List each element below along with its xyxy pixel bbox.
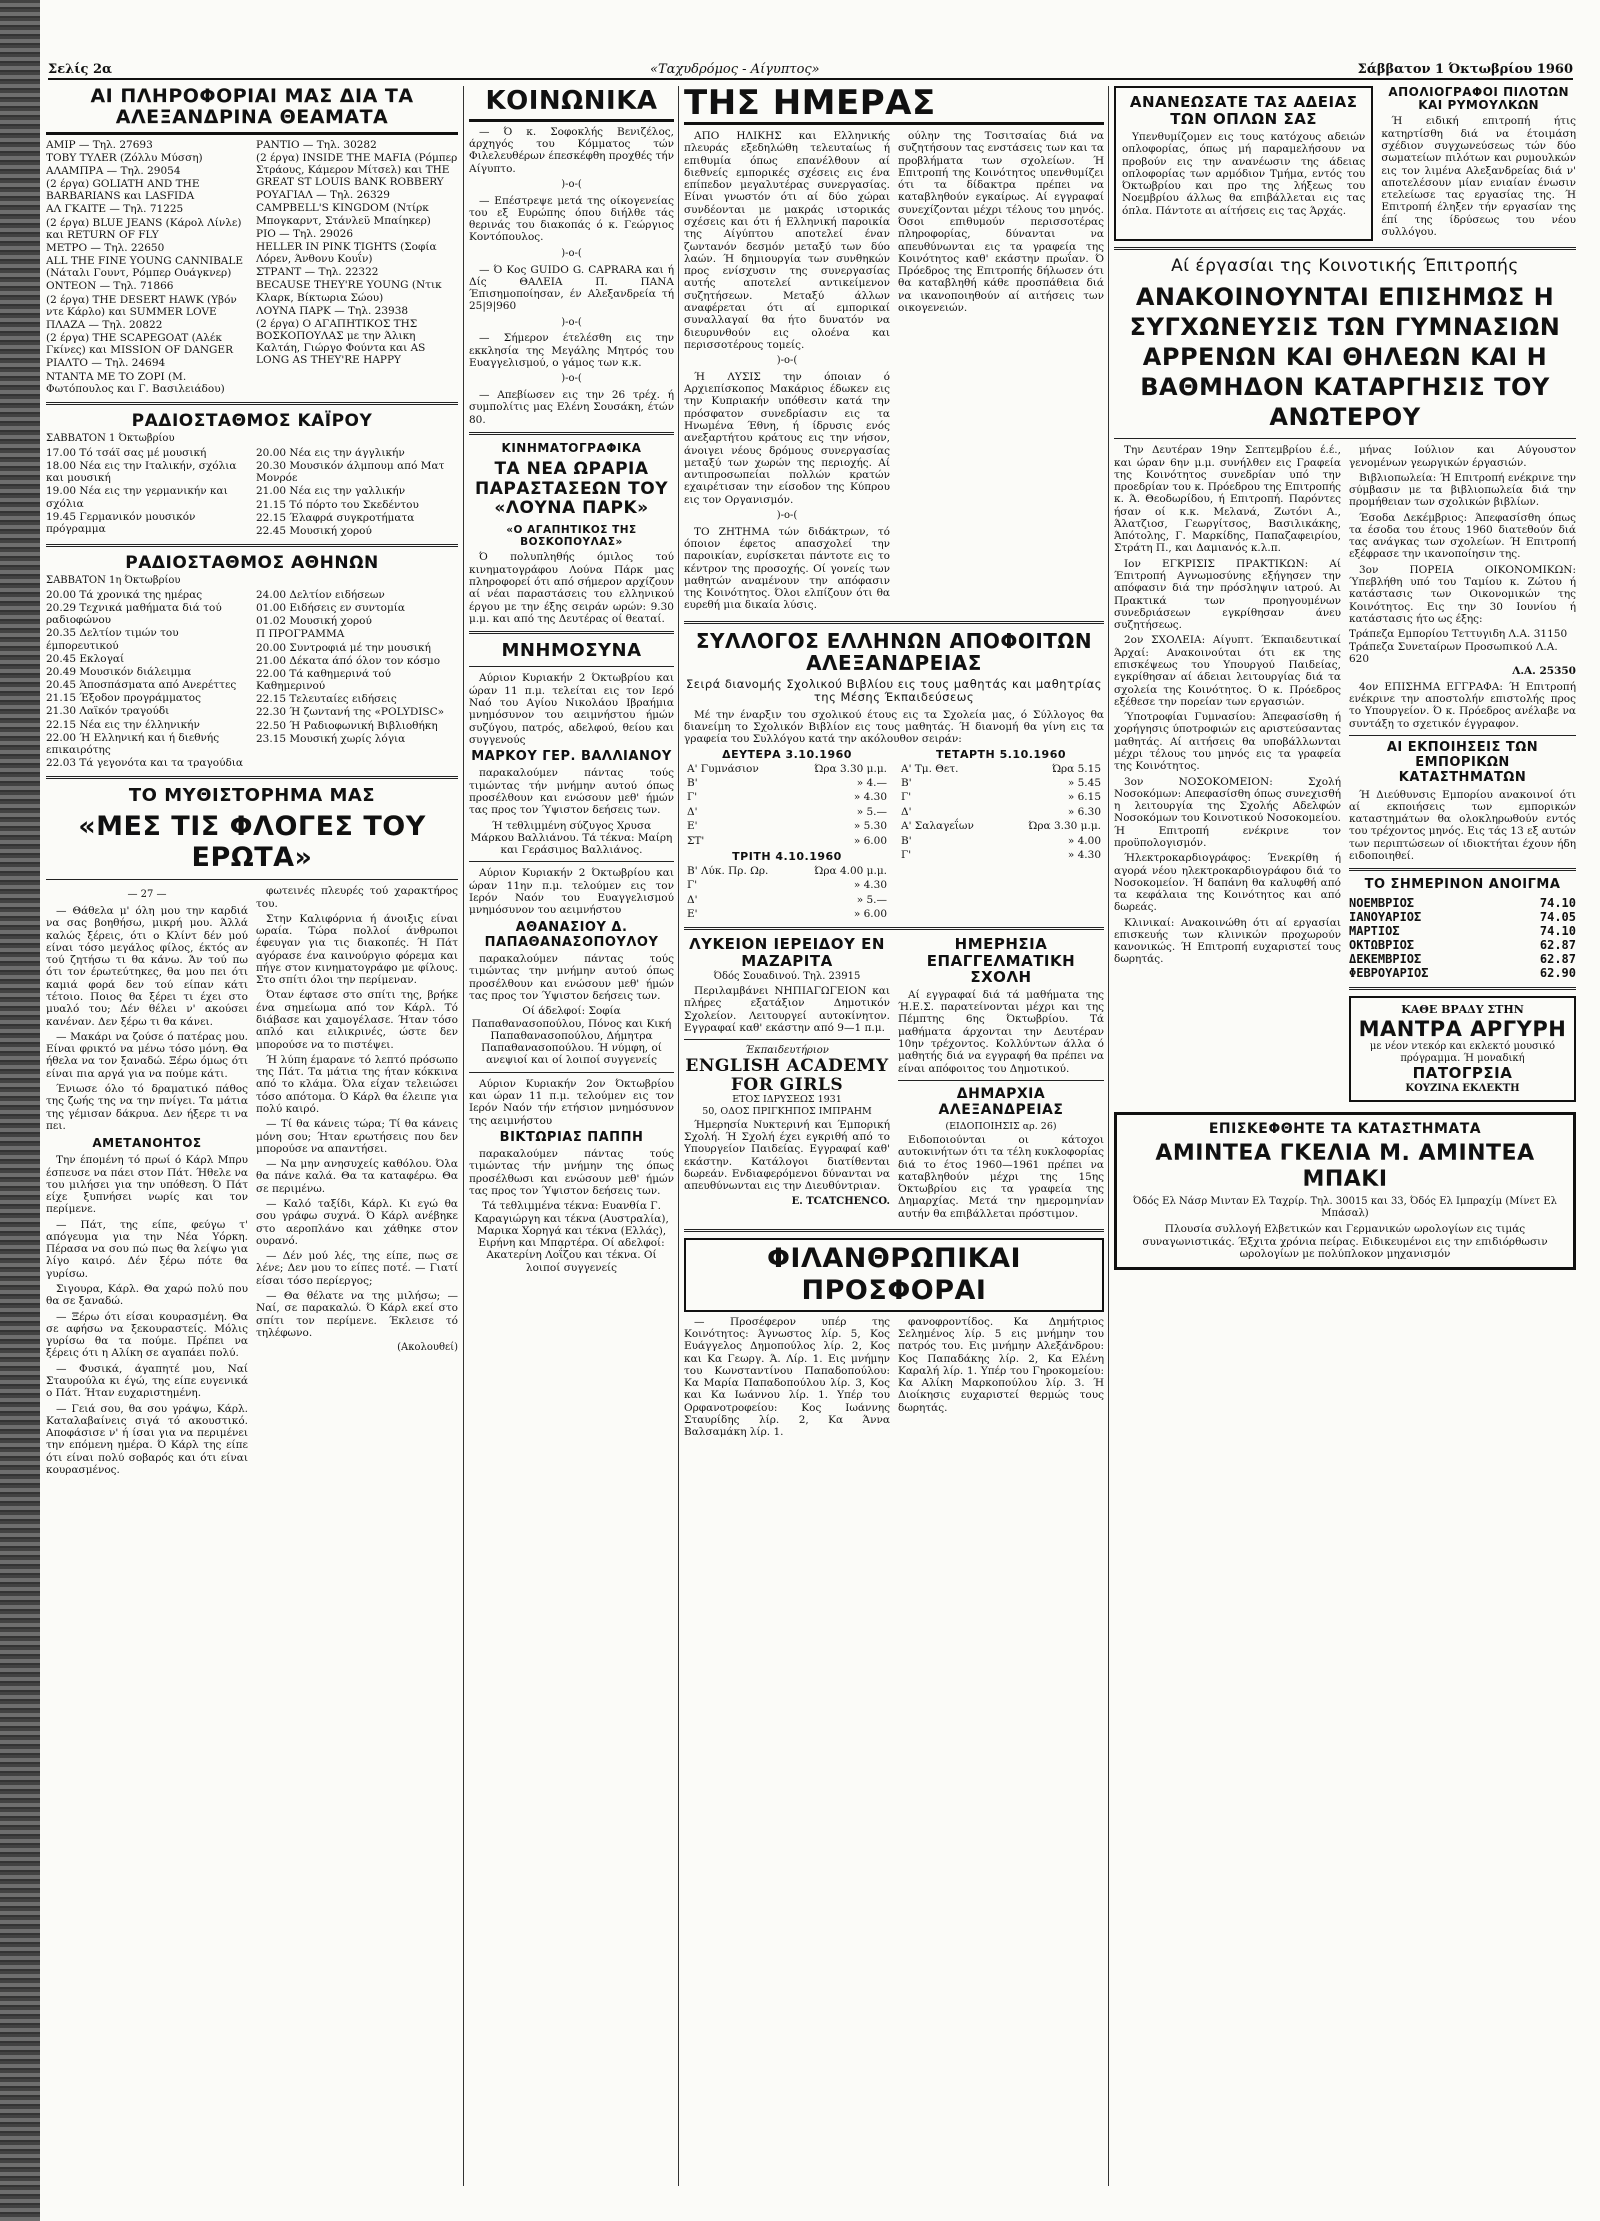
cinema-entry: BECAUSE THEY'RE YOUNG (Ντικ Κλαρκ, Βίκτωρια Σώου) bbox=[256, 279, 442, 304]
novel-part: — 27 — bbox=[127, 889, 167, 901]
schedule-class: Γ' bbox=[901, 848, 912, 861]
cinema-list-right bbox=[256, 139, 458, 396]
novel-body bbox=[46, 885, 458, 1479]
lyceum-text: Περιλαμβάνει ΝΗΠΙΑΓΩΓΕΙΟΝ και πλήρες εξατάξιον Δημοτικόν Σχολείον. Λειτουργεί αυτοκίνητον. Εγγραφαί καθ' εκάστην από 9—1 π.μ. bbox=[684, 985, 890, 1035]
novel-paragraph: Στην Καλιφόρνια ή άνοιξις είναι ωραία. Τώρα πολλοί άνθρωποι έφευγαν για τις διακοπές. Ή Πάτ αγόρασε ένα καινούργιο φόρεμα και πήγε στον κινηματογράφο με φίλους. Στο σπίτι όλοι την περίμεναν. bbox=[256, 912, 458, 987]
schedule-table bbox=[684, 762, 890, 848]
community-paragraph: Ήλεκτροκαρδιογράφος: Ένεκρίθη ή αγορά νέου ηλεκτροκαρδιογράφου διά το Νοσοκομείον. Ή δαπάνη θα καλυφθή από τα κεφάλαια της Κοινότητος και από δωρεάς. bbox=[1114, 852, 1341, 914]
market-value: 62.87 bbox=[1539, 938, 1576, 953]
memorial-signature: Τά τεθλιμμένα τέκνα: Ευανθία Γ. Καραγιώργη και τέκνα (Αυστραλία), Μαρικα Χορηγά και τέκνα (Ελλάς), Ειρήνη και Μπαρτέρα. Οί αδελφοί: Ακατερίνη Λοΐζου και τέκνα. Οί λοιποί συγγενείς bbox=[474, 1200, 669, 1274]
novel-paragraph: — Μακάρι να ζούσε ό πατέρας μου. Είναι φρικτό να μένω τόσο μόνη. Θα ήθελα να τον ξαναδώ. Ξέρω όμως ότι είναι πια αργά για να πούμε κάτι. bbox=[46, 1030, 248, 1080]
day-column bbox=[684, 86, 1104, 2196]
lyceum-address: Όδός Σουαδινού. Τηλ. 23915 bbox=[713, 971, 861, 983]
market-value: 62.87 bbox=[1539, 952, 1576, 967]
lyceum-heading: ΛΥΚΕΙΟΝ ΙΕΡΕΙΔΟΥ ΕΝ ΜΑΖΑΡΙΤΑ bbox=[689, 935, 885, 970]
cinema-news-title: ΤΑ ΝΕΑ ΩΡΑΡΙΑ ΠΑΡΑΣΤΑΣΕΩΝ ΤΟΥ «ΛΟΥΝΑ ΠΑΡΚ» bbox=[474, 459, 669, 519]
memorial-text: παρακαλούμεν πάντας τούς τιμώντας τήν μνήμην αυτού όπως προσέλθουν και ενώσουν μεθ' ήμών τας προς τον Ύψιστον δεήσεις των. bbox=[469, 767, 674, 817]
radio-cairo-schedule bbox=[46, 447, 458, 538]
cinema-entry: ΡΑΝΤΙΟ — Τηλ. 30282 bbox=[256, 138, 377, 151]
municipality-heading: ΔΗΜΑΡΧΙΑ ΑΛΕΞΑΝΔΡΕΙΑΣ bbox=[938, 1085, 1064, 1119]
column-rule bbox=[1108, 86, 1109, 2186]
cinema-entry: HELLER IN PINK TIGHTS (Σοφία Λόρεν, Άνθονυ Κουΐν) bbox=[256, 240, 437, 266]
memorial-signature: Οί άδελφοί: Σοφία Παπαθανασοπούλου, Πόνος και Κική Παπαθανασοπούλου, Δήμητρα Παπαθανασοπούλου. Ή νύμφη, οί ανεψιοί και οί λοιποί συγγενείς bbox=[471, 1005, 672, 1067]
radio-entry: 20.45 Άποσπάσματα από Ανερέττες bbox=[46, 679, 237, 692]
radio-entry: 22.30 Ή ζωντανή της «POLYDISC» bbox=[256, 706, 445, 719]
cinema-entry: (2 έργα) Ο ΑΓΑΠΗΤΙΚΟΣ ΤΗΣ ΒΟΣΚΟΠΟΥΛΑΣ με την Άλικη Καλτάη, Γιώργο Φούντα και AS LONG AS THEY'RE HAPPY bbox=[256, 317, 426, 367]
radio-entry: 22.00 Τά καθημερινά τού Καθημερινού bbox=[256, 667, 391, 693]
cinema-entry: CAMPBELL'S KINGDOM (Ντίρκ Μπογκαρντ, Στάνλεϋ Μπαίηκερ) bbox=[256, 202, 431, 227]
radio-entry: 20.30 Μουσικόν άλμπουμ από Ματ Μονρόε bbox=[256, 459, 445, 485]
community-paragraph: Βιβλιοπωλεία: Ή Επιτροπή ενέκρινε την σύμβασιν με τα βιβλιοπωλεία διά την προμήθειαν των σχολικών βιβλίων. bbox=[1349, 471, 1576, 509]
schedule-class: Δ' bbox=[687, 805, 698, 818]
separator: )-o-( bbox=[561, 247, 582, 259]
schedule-table bbox=[684, 864, 890, 922]
cinema-entry: (2 έργα) INSIDE THE MAFIA (Ρόμπερ Στράους, Κάμερον Μίτσελ) και THE GREAT ST LOUIS BANK ROBBERY bbox=[256, 151, 458, 189]
market-rate-row bbox=[1349, 966, 1576, 980]
radio-entry: 01.00 Ειδήσεις εν συντομία bbox=[256, 602, 405, 615]
editorial-body: ΑΠΟ ΗΛΙΚΗΣ και Ελληνικής πλευράς εξεδηλώθη τελευταίως ή επιθυμία όπως επανέλθουν αί διεθνείς εμπορικές σχέσεις εις ένα επίπεδον μεγαλυτέρας συνεργασίας. Είναι γνωστόν ότι αί δύο χώραι συνδέονται με μακράς ιστορικάς σχέσεις και ότι ή Ελληνική παροικία της Αίγύπτου αποτελεί έναν ζωντανόν δεσμόν μεταξύ των δύο λαών. Ή δημιουργία των συνθηκών προς ενίσχυσιν της συνεργασίας αυτής αποτελεί αντικείμενον συζητήσεων. Μεταξύ άλλων αναφέρεται ότι αί εμπορικαί συναλλαγαί θα ήτο δυνατόν να διευρυνθούν εις ολοένα και περισσοτέρους τομείς. )-o-( Ή ΛΥΣΙΣ την όποιαν ό Αρχιεπίσκοπος Μακάριος έδωκεν εις την Κυπριακήν υπόθεσιν κατά την πρόσφατον συνεδρίασιν εις τα Ηνωμένα Έθνη, ή ίδρυσις ενός ανεξαρτήτου κράτους εις την νήσον, άνοιγει νέους δρόμους συνεργασίας μεταξύ των χωρών της περιοχής. Αί αντιπροσωπείαι πολλών κρατών εχαιρέτισαν την είσοδον της Κύπρου εις τον Οργανισμόν. )-o-( ΤΟ ΖΗΤΗΜΑ τών διδάκτρων, τό όποιον έφετος απασχολεί την παροικίαν, ευρίσκεται πάντοτε εις το κέντρον της προσοχής. Οί γονείς των μαθητών αναμένουν την απόφασιν της Κοινότητος. Όλοι ελπίζουν ότι θα ευρεθή μια δικαία λύσις. ούλην της Τοσιτσαίας διά να συζητήσουν τας ενστάσεις των και τα προβλήματα των σχολείων. Ή Επιτροπή της Κοινότητος υπενθυμίζει ότι τα δίδακτρα πρέπει να καταβληθούν εγκαίρως. Αί εγγραφαί συνεχίζονται μέχρι τέλους του μηνός. Όσοι επιθυμούν περισσοτέρας πληροφορίας, δύνανται να απευθύνωνται εις τα γραφεία της Κοινότητος καθ' εκάστην πρωΐαν. Ό Πρόεδρος της Επιτροπής δήλωσεν ότι θα καταβληθή κάθε προσπάθεια διά να ικανοποιηθούν αί αιτήσεις των οικογενειών. bbox=[684, 130, 1104, 612]
novel-paragraph: Ή λύπη έμαρανε τό λεπτό πρόσωπο της Πάτ. Τα μάτια της ήταν κόκκινα από το κλάμα. Όλα είχαν τελειώσει τόσο απότομα. Ό Κάρλ θα έλειπε για πολύ καιρό. bbox=[256, 1053, 458, 1115]
radio-entry: 21.15 Έξοδον προγράμματος bbox=[46, 692, 201, 705]
community-paragraph: 3ον ΠΟΡΕΙΑ ΟΙΚΟΝΟΜΙΚΩΝ: Ύπεβλήθη υπό του Ταμίου κ. Ζώτου ή κατάστασις των Οικονομικών της Κοινότητος. Εις την 30 Ιουνίου ή κατάστασις ήτο ως έξης: bbox=[1349, 563, 1576, 625]
schedule-time: Ώρα 4.00 μ.μ. bbox=[814, 864, 887, 877]
memorial-name: ΑΘΑΝΑΣΙΟΥ Δ. ΠΑΠΑΘΑΝΑΣΟΠΟΥΛΟΥ bbox=[484, 919, 659, 950]
charity-body bbox=[684, 1316, 1104, 1442]
cinema-news-heading: ΚΙΝΗΜΑΤΟΓΡΑΦΙΚΑ bbox=[501, 440, 642, 455]
novel-subheading: ΑΜΕΤΑΝΟΗΤΟΣ bbox=[92, 1136, 202, 1151]
radio-entry: 21.30 Λαϊκόν τραγούδι bbox=[46, 705, 170, 718]
jewelry-address: Όδός Ελ Νάσρ Μινταν Ελ Ταχρίρ. Τηλ. 30015 και 33, Όδός Ελ Ιμπραχίμ (Μίνετ Ελ Μπάσαλ) bbox=[1133, 1195, 1557, 1219]
society-heading: ΚΟΙΝΩΝΙΚΑ bbox=[469, 86, 674, 122]
market-month: ΦΕΒΡΟΥΑΡΙΟΣ bbox=[1349, 966, 1429, 981]
community-paragraph: Ύποτροφίαι Γυμνασίου: Άπεφασίσθη ή χορήγησις ύποτροφιών εις αριστεύσαντας μαθητάς. Αί αιτήσεις θα υποβάλλωνται μέχρι τέλους του μηνός εις τα γραφεία της Κοινότητος. bbox=[1114, 711, 1341, 773]
schedule-class: Β' bbox=[901, 834, 912, 847]
cinema-listings bbox=[46, 139, 458, 396]
society-item: — Ό κ. Σοφοκλής Βενιζέλος, άρχηγός του Κόμματος τών Φιλελευθέρων έπεσκέφθη προχθές τήν Αίγυπτο. bbox=[469, 125, 674, 175]
schedule-time: » 4.— bbox=[856, 777, 887, 790]
schedule-time: Ώρα 5.15 bbox=[1052, 762, 1101, 775]
novel-paragraph: φωτεινές πλευρές τού χαρακτήρος του. bbox=[256, 885, 458, 910]
radio-entry: 24.00 Δελτίον ειδήσεων bbox=[256, 588, 385, 601]
schedule-class: Ε' bbox=[687, 820, 698, 833]
schedule-time: » 6.30 bbox=[1067, 805, 1101, 818]
novel-paragraph: — Θα θέλατε να της μιλήσω; — Ναί, σε παρακαλώ. Ό Κάρλ εκεί στο σπίτι τον περίμενε. Έκλεισε τό τηλέφωνο. bbox=[256, 1289, 458, 1339]
schedule-class: ΣΤ' bbox=[687, 834, 705, 847]
community-paragraph: 4ον ΕΠΙΣΗΜΑ ΕΓΓΡΑΦΑ: Ή Επιτροπή ενέκρινε την αποστολήν επιστολής προς το Υπουργείον. Ό κ. Πρόεδρος ανέλαβε να συντάξη το σχετικόν έγγραφον. bbox=[1349, 680, 1576, 730]
novel-paragraph: Την έπομένη τό πρωί ό Κάρλ Μπρυ έσπευσε να πάει στον Πάτ. Ήθελε να του μιλήσει για την υπόθεση. Ό Πάτ είχε ξυπνήσει νωρίς και τον περίμενε. bbox=[46, 1154, 248, 1216]
jewelry-kicker: ΕΠΙΣΚΕΦΘΗΤΕ ΤΑ ΚΑΤΑΣΤΗΜΑΤΑ bbox=[1208, 1121, 1482, 1138]
schedule-class: Α' Τμ. Θετ. bbox=[901, 762, 959, 775]
community-paragraph: Την Δευτέραν 19ην Σεπτεμβρίου έ.έ., και ώραν 6ην μ.μ. συνήλθεν εις Γραφεία της Κοινότητος συνεδρίαν υπό την προεδρίαν του κ. Πρόεδρου της Επιτροπής κ. Ά. Θεοδωρίδου, ή Επιτροπή. Παρόντες ήσαν οί κ.κ. Μελανά, Ζωτόνι Α., Άλατζιοσ, Γεωργίτσος, Βασιλικάκης, Άπότολης, Γ. Μαρκίδης, Παπαζαφειρίου, Στράτη Π., και Δαμιανός κ.λ.π. bbox=[1114, 444, 1341, 555]
radio-entry: 22.15 Νέα εις την έλληνικήν bbox=[46, 718, 200, 731]
top-notices bbox=[1114, 86, 1576, 241]
cinema-entry: ΣΤΡΑΝΤ — Τηλ. 22322 bbox=[256, 266, 379, 279]
vocational-text: Αί εγγραφαί διά τά μαθήματα της Ή.Ε.Σ. παρατείνονται μέχρι και της Πέμπτης 6ης Όκτωβρίου. Τά μαθήματα άρχονται την Δευτέραν 10ην τρέχοντος. Κολλύντων άλλα ό μαθητής διά να εγγραφή θα πρέπει να είναι απόφοιτος του Δημοτικού. bbox=[898, 988, 1104, 1075]
academy-text: Ήμερησία Νυκτερινή και Έμπορική Σχολή. Ή Σχολή έχει εγκριθή από το Υπουργείον Παιδείας. Εγγραφαί καθ' εκάστην. Κατάλογοι διατίθενται δωρεάν. Ενδιαφερόμενοι δύνανται να απευθύνωνται εις την Διευθύντριαν. bbox=[684, 1118, 890, 1193]
schedule-row bbox=[684, 834, 890, 848]
cinema-entry: (2 έργα) THE DESERT HAWK (Υβόν ντε Κάρλο) και SUMMER LOVE bbox=[46, 293, 237, 318]
radio-entry: 22.00 Ή Ελληνική και ή διεθνής επικαιρότης bbox=[46, 731, 220, 756]
cinema-entry: ΜΕΤΡΟ — Τηλ. 22650 bbox=[46, 241, 165, 254]
novel-paragraph: Όταν έφτασε στο σπίτι της, βρήκε ένα σημείωμα από τον Κάρλ. Τό διάβασε και χαμογέλασε. Ήταν τόσο απλό και ειλικρινές, ώστε δεν μπορούσε να το πιστέψει. bbox=[256, 989, 458, 1051]
radio-entry: 20.45 Εκλογαί bbox=[46, 652, 125, 665]
market-value: 62.90 bbox=[1539, 966, 1576, 981]
radio-entry: 20.00 Νέα εις την άγγλικήν bbox=[256, 446, 405, 459]
schedule-time: » 4.00 bbox=[1067, 834, 1101, 847]
academy-address: 50, ΟΔΟΣ ΠΡΙΓΚΗΠΟΣ ΙΜΠΡΑΗΜ bbox=[702, 1105, 872, 1117]
vocational-heading: ΗΜΕΡΗΣΙΑ ΕΠΑΓΓΕΛΜΑΤΙΚΗ ΣΧΟΛΗ bbox=[926, 935, 1076, 987]
radio-entry: 20.49 Μουσικόν διάλειμμα bbox=[46, 665, 192, 678]
issue-date: Σάββατον 1 Όκτωβρίου 1960 bbox=[1357, 62, 1573, 78]
society-items bbox=[469, 126, 674, 426]
cinema-list-left bbox=[46, 139, 248, 396]
editorial-paragraph: Ή ΛΥΣΙΣ την όποιαν ό Αρχιεπίσκοπος Μακάριος έδωκεν εις την Κυπριακήν υπόθεσιν κατά την πρόσφατον συνεδρίασιν εις τα Ηνωμένα Έθνη, ή ίδρυσις ενός ανεξαρτήτου κράτους εις την νήσον, άνοιγει νέους δρόμους συνεργασίας μεταξύ των χωρών της περιοχής. Αί αντιπροσωπείαι πολλών κρατών εχαιρέτισαν την είσοδον της Κύπρου εις τον Οργανισμόν. bbox=[684, 370, 890, 506]
schedule-class: Γ' bbox=[901, 791, 912, 804]
market-heading: ΤΟ ΣΗΜΕΡΙΝΟΝ ΑΝΟΙΓΜΑ bbox=[1364, 877, 1561, 893]
column-rule bbox=[678, 86, 679, 2186]
radio-athens-schedule bbox=[46, 589, 458, 770]
novel-continued: (Ακολουθεί) bbox=[397, 1342, 458, 1354]
market-rate-row bbox=[1349, 896, 1576, 910]
editorial-paragraph: ούλην της Τοσιτσαίας διά να συζητήσουν τας ενστάσεις των και τα προβλήματα των σχολείων. Ή Επιτροπή της Κοινότητος υπενθυμίζει ότι τα δίδακτρα πρέπει να καταβληθούν εγκαίρως. Αί εγγραφαί συνεχίζονται μέχρι τέλους του μηνός. Όσοι επιθυμούν περισσοτέρας πληροφορίας, δύνανται να απευθύνωνται εις τα γραφεία της Κοινότητος καθ' εκάστην πρωΐαν. Ό Πρόεδρος της Επιτροπής δήλωσεν ότι θα καταβληθή κάθε προσπάθεια διά να ικανοποιηθούν αί αιτήσεις των οικογενειών. bbox=[898, 130, 1104, 314]
memorial-text: παρακαλούμεν πάντας τούς τιμώντας την μνήμην αυτού όπως προσέλθουν και ενώσουν μεθ' ήμών τας προς τον Ύψιστον δεήσεις των. bbox=[469, 953, 674, 1002]
municipality-subheading: (ΕΙΔΟΠΟΙΗΣΙΣ αρ. 26) bbox=[945, 1120, 1057, 1132]
cinema-entry: ΟΝΤΕΟΝ — Τηλ. 71866 bbox=[46, 280, 174, 293]
schedule-row bbox=[684, 864, 890, 878]
schedule-time: Ώρα 3.30 μ.μ. bbox=[1028, 820, 1101, 833]
schedule-class: Δ' bbox=[687, 893, 698, 906]
graduates-subheading: Σειρά διανομής Σχολικού Βιβλίου εις τους μαθητάς και μαθητρίας της Μέσης Έκπαιδεύσεως bbox=[685, 676, 1103, 705]
cinema-entry: ΑΛΑΜΠΡΑ — Τηλ. 29054 bbox=[46, 164, 181, 177]
editorial-paragraph: ΤΟ ΖΗΤΗΜΑ τών διδάκτρων, τό όποιον έφετος απασχολεί την παροικίαν, ευρίσκεται πάντοτε εις το κέντρον της προσοχής. Οί γονείς των μαθητών αναμένουν την απόφασιν της Κοινότητος. Όλοι ελπίζουν ότι θα ευρεθή μια δικαία λύσις. bbox=[684, 525, 890, 612]
radio-entry: 20.35 Δελτίον τιμών του έμπορευτικού bbox=[46, 627, 179, 652]
schedule-time: » 4.30 bbox=[853, 791, 887, 804]
weapons-license-box bbox=[1114, 86, 1373, 241]
schedule-day: ΤΡΙΤΗ 4.10.1960 bbox=[732, 849, 842, 863]
radio-cairo-right bbox=[256, 447, 458, 538]
community-paragraph: 3ον ΝΟΣΟΚΟΜΕΙΟΝ: Σχολή Νοσοκόμων: Απεφασίσθη όπως συνεχισθή η λειτουργία της Σχολής Αδελφών Νοσοκόμων του Κοινοτικού Νοσοκομείου. Ή Επιτροπή ενέκρινε τον προϋπολογισμόν. bbox=[1114, 775, 1341, 849]
schedule-time: Ώρα 3.30 μ.μ. bbox=[814, 762, 887, 775]
schedule-class: Γ' bbox=[687, 791, 698, 804]
schedule-class: Α' Σαλαγεΐων bbox=[901, 820, 974, 833]
market-rate-row bbox=[1349, 952, 1576, 966]
cinema-entry: ΑΜΙΡ — Τηλ. 27693 bbox=[46, 138, 153, 151]
cinema-entry: (2 έργα) GOLIATH AND THE BARBARIANS και LASFIDA bbox=[46, 178, 200, 203]
memorial-name: ΜΑΡΚΟΥ ΓΕΡ. ΒΑΛΛΙΑΝΟΥ bbox=[471, 749, 672, 765]
radio-entry: Π ΠΡΟΓΡΑΜΜΑ bbox=[256, 628, 345, 641]
distribution-schedule bbox=[684, 749, 1104, 922]
radio-entry: 21.00 Δέκατα άπό όλον τον κόσμο bbox=[256, 654, 441, 667]
novel-paragraph: — Θάθελα μ' όλη μου την καρδιά να σας βοηθήσω, μικρή μου. Άλλά καλώς ξέρεις, ότι ο Κλίντ δέν μού είναι τόσο μεγάλος φίλος, έκτός αν τού ζητήσω τι θα κάνω. Άν τού πω ότι τον έρωτεύτηκες, θα μου πει ότι καμιά φορά δεν τού είπαν κάτι τέτοιο. Ποιος θα ξέρει τι έχει στο μυαλό του; Δέν θέλει ν' ακούσει κανέναν. Δεν ξέρω τι θα κάνει. bbox=[46, 905, 248, 1028]
separator: )-o-( bbox=[561, 316, 582, 328]
academy-subtitle: ΕΤΟΣ ΙΔΡΥΣΕΩΣ 1931 bbox=[732, 1094, 842, 1106]
memorial-intro: Αύριον Κυριακήν 2ον Όκτωβρίου και ώραν 11 π.μ. τελούμεν εις τον Ιερόν Ναόν τήν ετήσιον μνημόσυνον της αειμνήστου bbox=[469, 1077, 674, 1127]
radio-entry: 17.00 Τό τσάϊ σας μέ μουσική bbox=[46, 446, 207, 459]
radio-entry: 22.15 Έλαφρά συγκροτήματα bbox=[256, 511, 415, 524]
cinema-heading: ΑΙ ΠΛΗΡΟΦΟΡΙΑΙ ΜΑΣ ΔΙΑ ΤΑ ΑΛΕΞΑΝΔΡΙΝΑ ΘΕΑΜΑΤΑ bbox=[46, 86, 458, 135]
radio-entry: 18.00 Νέα εις την Ιταλικήν, σχόλια και μουσική bbox=[46, 459, 237, 485]
mantra-text: με νέον ντεκόρ και εκλεκτό μουσικό πρόγραμμα. Ή μοναδική bbox=[1369, 1041, 1556, 1065]
academy-title: ENGLISH ACADEMY FOR GIRLS bbox=[685, 1056, 889, 1095]
schedule-time: » 6.15 bbox=[1067, 791, 1101, 804]
mantra-footer: ΚΟΥΖΙΝΑ ΕΚΛΕΚΤΗ bbox=[1405, 1082, 1520, 1094]
schedule-row bbox=[684, 776, 890, 790]
scan-binding-edge bbox=[0, 0, 40, 2221]
radio-cairo-day: ΣΑΒΒΑΤΟΝ 1 Όκτωβρίου bbox=[46, 433, 175, 445]
novel-paragraph: — Να μην ανησυχείς καθόλου. Όλα θα πάνε καλά. Θα τα καταφέρω. Θα σε περιμένω. bbox=[256, 1158, 458, 1195]
novel-paragraph: — Δέν μού λές, της είπε, πως σε λένε; Δεν μου το είπες ποτέ. — Γιατί είσαι τόσο περίεργος; bbox=[256, 1250, 458, 1287]
radio-athens-right bbox=[256, 589, 458, 770]
radio-athens-day: ΣΑΒΒΑΤΟΝ 1η Όκτωβρίου bbox=[46, 575, 181, 587]
novel-paragraph: — Φυσικά, άγαπητέ μου, Ναί Σταυρούλα κι έγώ, της είπε ευγενικά ο Πάτ. Ήταν ευχαριστημένη. bbox=[46, 1362, 248, 1400]
academy-kicker: Έκπαιδευτήριον bbox=[745, 1045, 829, 1057]
schedule-time: » 5.30 bbox=[853, 820, 887, 833]
market-rate-row bbox=[1349, 910, 1576, 924]
pilots-text: Ή ειδική επιτροπή ήτις κατηρτίσθη διά να έτοιμάση σχέδιον συγχωνεύσεως τών δύο σωματείων πιλότων και ρυμουλκών εις τον λιμένα Αλεξανδρείας διά ν' αποτελέσουν μίαν ενιαίαν ένωσιν ετελείωσε τας εργασίας της. Ή Επιτροπή έληξεν τήν εργασίαν της έπί της ίδρύσεως του νέου συλλόγου. bbox=[1381, 115, 1576, 238]
separator: )-o-( bbox=[561, 373, 582, 385]
radio-entry: 22.45 Μουσική χορού bbox=[256, 524, 372, 537]
radio-entry: 22.15 Τελευταίες ειδήσεις bbox=[256, 693, 397, 706]
radio-cairo-heading: ΡΑΔΙΟΣΤΑΘΜΟΣ ΚΑΪΡΟΥ bbox=[131, 410, 373, 431]
schedule-row bbox=[684, 762, 890, 776]
weapons-heading: ΑΝΑΝΕΩΣΑΤΕ ΤΑΣ ΑΔΕΙΑΣ ΤΩΝ ΟΠΛΩΝ ΣΑΣ bbox=[1129, 93, 1358, 128]
market-value: 74.10 bbox=[1539, 895, 1576, 910]
schedule-row bbox=[684, 805, 890, 819]
day-heading: ΤΗΣ ΗΜΕΡΑΣ bbox=[684, 86, 1104, 125]
radio-athens-heading: ΡΑΔΙΟΣΤΑΘΜΟΣ ΑΘΗΝΩΝ bbox=[125, 553, 379, 574]
mantra-subtitle: ΠΑΤΟΓΡΣΙΑ bbox=[1412, 1063, 1513, 1082]
radio-entry: 21.00 Νέα εις την γαλλικήν bbox=[256, 485, 406, 498]
cinema-news-subtitle: «Ο ΑΓΑΠΗΤΙΚΟΣ ΤΗΣ ΒΟΣΚΟΠΟΥΛΑΣ» bbox=[506, 523, 637, 549]
pilots-notice bbox=[1381, 86, 1576, 241]
page-number: Σελίς 2α bbox=[48, 62, 112, 78]
society-column bbox=[469, 86, 674, 2196]
community-paragraph: μήνας Ιούλιον και Αύγουστον γενομένων γεωργικών έργασιών. bbox=[1349, 444, 1576, 469]
market-value: 74.10 bbox=[1539, 923, 1576, 938]
schedule-time: » 6.00 bbox=[853, 908, 887, 920]
radio-cairo-left bbox=[46, 447, 248, 538]
cinema-entry: ΡΟΥΑΓΙΑΛ — Τηλ. 26329 bbox=[256, 189, 390, 202]
schedule-day: ΤΕΤΑΡΤΗ 5.10.1960 bbox=[935, 747, 1067, 761]
market-month: ΜΑΡΤΙΟΣ bbox=[1349, 923, 1400, 938]
weapons-text: Υπενθυμίζομεν εις τους κατόχους αδειών οπλοφορίας, όπως μή παραμελήσουν να προβούν εις την ανανέωσιν της άδειας οπλοφορίας των αρμόδιον Τμήμα, εντός του Όκτωβρίου και προ της λήξεως του Νοεμβρίου άλλως θα επιβάλλεται εις τας όπλα. Πάντοτε αι αίτήσεις εις τας Άρχάς. bbox=[1122, 131, 1366, 217]
memorials-heading: ΜΝΗΜΟΣΥΝΑ bbox=[501, 640, 642, 662]
market-value: 74.05 bbox=[1539, 909, 1576, 924]
shops-heading: ΑΙ ΕΚΠΟΙΗΣΕΙΣ ΤΩΝ ΕΜΠΟΡΙΚΩΝ ΚΑΤΑΣΤΗΜΑΤΩΝ bbox=[1386, 739, 1539, 785]
charity-text: — Προσέφερον υπέρ της Κοινότητος: Άγνωστος λίρ. 5, Κος Ευάγγελος Δημοπούλος λίρ. 2, Κος και Κα Γεωργ. Ά. Λίρ. 1. Εις μνήμην του Κωνσταντίνου Παπαδοπούλου: Κα Μαρία Παπαδοπούλου λίρ. 3, Κος και Κα Ιωάννου λίρ. 1. Υπέρ του Ορφανοτροφείου: Κος Ιωάννης Σταυρίδης λίρ. 2, Κα Άννα Βαλσαμάκη λίρ. 1. bbox=[684, 1315, 890, 1439]
graduates-text: Μέ την έναρξιν του σχολικού έτους εις τα Σχολεία μας, ό Σύλλογος θα διανείμη το Σχολικόν Βιβλίον εις τους μαθητάς. Ή διανομή θα γίνη εις τα γραφεία του Συλλόγου κατά την ακόλουθον σειράν: bbox=[684, 708, 1104, 746]
memorial-signature: Ή τεθλιμμένη σύζυγος Χρυσα Μάρκου Βαλλιάνου. Τά τέκνα: Μαίρη και Γεράσιμος Βαλλιάνος. bbox=[470, 819, 673, 857]
cinema-entry: ΛΟΥΝΑ ΠΑΡΚ — Τηλ. 23938 bbox=[256, 304, 409, 317]
graduates-heading: ΣΥΛΛΟΓΟΣ ΕΛΛΗΝΩΝ ΑΠΟΦΟΙΤΩΝ ΑΛΕΞΑΝΔΡΕΙΑΣ bbox=[695, 628, 1093, 675]
schedule-class: Α' Γυμνάσιον bbox=[687, 762, 759, 775]
novel-paragraph: — Πάτ, της είπε, φεύγω τ' απόγευμα για την Νέα Υόρκη. Πέρασα να σου πώ πως θα λείψω για λίγο καιρό. Δέν ξέρω πότε θα γυρίσω. bbox=[46, 1218, 248, 1280]
schedule-class: Ε' bbox=[687, 908, 698, 920]
cinema-entry: ΤΟΒΥ ΤΥΛΕR (Ζόλλυ Μύσση) bbox=[46, 151, 203, 164]
charity-heading: ΦΙΛΑΝΘΡΩΠΙΚΑΙ ΠΡΟΣΦΟΡΑΙ bbox=[684, 1238, 1104, 1312]
schedule-class: Β' bbox=[901, 777, 912, 790]
schedule-time: » 5.— bbox=[856, 893, 887, 906]
charity-text: φανοφροντίδος. Κα Δημήτριος Σελημένος λίρ. 5 εις μνήμην του πατρός του. Εις μνήμην Αλεξάνδρου: Κος Παπαδάκης λίρ. 2, Κα Ελένη Καραλή λίρ. 1. Υπέρ του Γηροκομείου: Κα Αλίκη Μαρκοπούλου λίρ. 3. Ή Διοίκησις ευχαριστεί θερμώς τους δωρητάς. bbox=[898, 1315, 1104, 1414]
mantra-title: ΜΑΝΤΡΑ ΑΡΓΥΡΗ bbox=[1358, 1016, 1567, 1041]
editorial-paragraph: ΑΠΟ ΗΛΙΚΗΣ και Ελληνικής πλευράς εξεδηλώθη τελευταίως ή επιθυμία όπως επανέλθουν αί διεθνείς εμπορικές σχέσεις εις ένα επίπεδον μεγαλυτέρας συνεργασίας. Είναι γνωστόν ότι αί δύο χώραι συνδέονται με μακράς ιστορικάς σχέσεις και ότι ή Ελληνική παροικία της Αίγύπτου αποτελεί έναν ζωντανόν δεσμόν μεταξύ των δύο λαών. Ή δημιουργία των συνθηκών προς ενίσχυσιν της συνεργασίας αυτής αποτελεί αντικείμενον συζητήσεων. Μεταξύ άλλων αναφέρεται ότι αί εμπορικαί συναλλαγαί θα ήτο δυνατόν να διευρυνθούν εις ολοένα και περισσοτέρους τομείς. bbox=[684, 130, 890, 351]
cinema-entry: (2 έργα) BLUE JEANS (Κάρολ Λίνλε) και RETURN OF FLY bbox=[46, 216, 242, 241]
separator: )-o-( bbox=[561, 178, 582, 190]
schedule-time: » 5.— bbox=[856, 805, 887, 818]
schedule-class: Β' Λύκ. Πρ. Ωρ. bbox=[687, 864, 769, 877]
radio-entry: 01.02 Μουσική χορού bbox=[256, 615, 372, 628]
schedule-time: » 5.45 bbox=[1067, 777, 1101, 790]
jewelry-ad bbox=[1114, 1112, 1576, 1269]
mantra-ad bbox=[1349, 996, 1576, 1103]
community-column bbox=[1114, 86, 1576, 2196]
schedule-day: ΔΕΥΤΕΡΑ 3.10.1960 bbox=[722, 747, 852, 761]
society-item: — Απεβίωσεν εις την 26 τρέχ. ή συμπολίτις μας Ελένη Σουσάκη, έτών 80. bbox=[469, 389, 674, 426]
community-title: ΑΝΑΚΟΙΝΟΥΝΤΑΙ ΕΠΙΣΗΜΩΣ Η ΣΥΓΧΩΝΕΥΣΙΣ ΤΩΝ ΓΥΜΝΑΣΙΩΝ ΑΡΡΕΝΩΝ ΚΑΙ ΘΗΛΕΩΝ ΚΑΙ Η ΒΑΘΜΗΔΟΝ ΚΑΤΑΡΓΗΣΙΣ ΤΟΥ ΑΝΩΤΕΡΟΥ bbox=[1129, 283, 1561, 432]
cinema-entry: ΡΙΑΛΤΟ — Τηλ. 24694 bbox=[46, 357, 166, 370]
market-month: ΟΚΤΩΒΡΙΟΣ bbox=[1349, 938, 1415, 953]
masthead bbox=[48, 62, 1573, 80]
schedule-time: » 6.00 bbox=[853, 834, 887, 847]
novel-paragraph: — Ξέρω ότι είσαι κουρασμένη. Θα σε αφήσω να ξεκουραστείς. Μόλις γυρίσω θα τα πούμε. Πρέπει να ξέρεις ότι η Αλίκη σε αγαπάει πολύ. bbox=[46, 1310, 248, 1360]
novel-paragraph: Σιγουρα, Κάρλ. Θα χαρώ πολύ που θα σε ξαναδώ. bbox=[46, 1283, 248, 1308]
community-paragraph: 2ον ΣΧΟΛΕΙΑ: Αίγυπτ. Έκπαιδευτικαί Άρχαί: Ανακοινούται ότι εκ της επισκέψεως του Υπουργού Παιδείας, εγκρίθησαν αί άδειαι λειτουργίας διά τα σχολεία της Κοινότητος. Ό κ. Πρόεδρος εξέθεσε την πορείαν των εργασιών. bbox=[1114, 634, 1341, 708]
memorial-name: ΒΙΚΤΩΡΙΑΣ ΠΑΠΠΗ bbox=[499, 1129, 644, 1145]
novel-paragraph: — Γειά σου, θα σου γράψω, Κάρλ. Καταλαβαίνεις σιγά τό ακουστικό. Αποφάσισε ν' ή ίσαι για να περιμένει την επόμενη ημέρα. Ό Κάρλ της είπε ότι είναι πολύ σοβαρός και ότι είναι κουρασμένος. bbox=[46, 1402, 248, 1476]
schedule-class: Δ' bbox=[901, 805, 912, 818]
cinema-entry: ΑΛ ΓΚΑΙΤΕ — Τηλ. 71225 bbox=[46, 203, 184, 216]
academy-signature: Ε. TCATCHENCO. bbox=[791, 1195, 890, 1207]
radio-athens-left bbox=[46, 589, 248, 770]
schools-ads bbox=[684, 936, 1104, 1223]
memorial-text: παρακαλούμεν πάντας τούς τιμώντας τήν μνήμην της όπως προσέλθωσι και ενώσουν μεθ' ήμών τας προς τον Ύψιστον δεήσεις των. bbox=[469, 1148, 674, 1197]
radio-entry: 22.03 Τά γεγονότα και τα τραγούδια bbox=[46, 757, 244, 770]
community-kicker: Αί έργασίαι της Κοινοτικής Έπιτροπής bbox=[1171, 256, 1519, 277]
schedule-row bbox=[898, 834, 1104, 848]
cinema-entry: (2 έργα) THE SCAPEGOAT (Αλέκ Γκίνες) και MISSION OF DANGER bbox=[46, 332, 233, 357]
schedule-row bbox=[684, 878, 890, 892]
radio-entry: 21.15 Τό πόρτο του Σκεδέντου bbox=[256, 498, 419, 511]
radio-entry: 23.15 Μουσική χωρίς λόγια bbox=[256, 732, 406, 745]
bank-line: Τράπεζα Εμπορίου Τεττυγιδη Λ.Α. 31150 bbox=[1349, 628, 1568, 641]
schedule-row bbox=[684, 907, 890, 921]
market-month: ΔΕΚΕΜΒΡΙΟΣ bbox=[1349, 952, 1422, 967]
schedule-row bbox=[898, 790, 1104, 804]
memorial-intro: Αύριον Κυριακήν 2 Όκτωβρίου και ώραν 11 π.μ. τελείται εις τον Ιερό Ναό του Αγίου Νικολάου Ιβραήμια μνημόσυνον του αειμνήστου ήμών συζύγου, πατρός, αδελφού, θείου και συγγενούς bbox=[469, 672, 674, 746]
cinema-entry: ΝΤΑΝΤΑ ΜΕ ΤΟ ΖΟΡΙ (Μ. Φωτόπουλος και Γ. Βασιλειάδου) bbox=[46, 370, 225, 395]
shops-text: Ή Διεύθυνσις Εμπορίου ανακοινοί ότι αί εκποιήσεις των εμπορικών καταστημάτων θα ολοκληρωθούν εντός του τρέχοντος μηνός. Εις τάς 13 εξ αυτών των περιπτώσεων οί ιδιοκτήται έχουν ήδη ειδοποιηθεί. bbox=[1349, 788, 1576, 863]
novel-title: «ΜΕΣ ΤΙΣ ΦΛΟΓΕΣ ΤΟΥ ΕΡΩΤΑ» bbox=[78, 810, 426, 874]
radio-entry: 19.45 Γερμανικόν μουσικόν πρόγραμμα bbox=[46, 510, 196, 535]
novel-heading: ΤΟ ΜΥΘΙΣΤΟΡΗΜΑ ΜΑΣ bbox=[128, 785, 376, 807]
radio-entry: 20.00 Συντροφιά μέ την μουσική bbox=[256, 641, 431, 654]
schedule-row bbox=[898, 805, 1104, 819]
society-item: — Σήμερον έτελέσθη εις την εκκλησία της Μεγάλης Μητρός του Ευαγγελισμού, ο γάμος των κ.κ. bbox=[469, 332, 674, 369]
pilots-heading: ΑΠΟΛΙΟΓΡΑΦΟΙ ΠΙΛΟΤΩΝ ΚΑΙ ΡΥΜΟΥΛΚΩΝ bbox=[1388, 86, 1569, 113]
municipality-text: Ειδοποιούνται οι κάτοχοι αυτοκινήτων ότι τα τέλη κυκλοφορίας διά το έτος 1960—1961 πρέπει να καταβληθούν μέχρι της 15ης Όκτωβρίου εις τα γραφεία της Δημαρχίας. Μετά την ημερομηνίαν αυτήν θα επιβάλλεται πρόστιμον. bbox=[898, 1134, 1104, 1220]
market-rate-row bbox=[1349, 938, 1576, 952]
schedule-time: » 4.30 bbox=[1067, 848, 1101, 861]
column-rule bbox=[463, 86, 464, 2186]
schedule-row bbox=[684, 790, 890, 804]
jewelry-title: ΑΜΙΝΤΕΑ ΓΚΕΛΙΑ Μ. ΑΜΙΝΤΕΑ ΜΠΑΚΙ bbox=[1155, 1140, 1535, 1192]
market-month: ΙΑΝΟΥΑΡΙΟΣ bbox=[1349, 909, 1422, 924]
schedule-row bbox=[684, 893, 890, 907]
cinema-news-text: Ό πολυπληθής όμιλος τού κινηματογράφου Λούνα Πάρκ μας πληροφορεί ότι από σήμερον αρχίζουν αί νέαι παραστάσεις του ελληνικού έργου με την έξης σειράν ωρών: 9.30 μ.μ. και από της Δευτέρας οί θεαταί. bbox=[469, 551, 674, 625]
cinema-entry: ALL THE FINE YOUNG CANNIBALE (Νάταλι Γουντ, Ρόμπερ Ουάγκνερ) bbox=[46, 255, 244, 280]
radio-entry: 22.50 Ή Ραδιοφωνική Βιβλιοθήκη bbox=[256, 719, 438, 732]
newspaper-name: «Ταχυδρόμος - Αίγυπτος» bbox=[649, 62, 820, 78]
bank-total: Λ.Α. 25350 bbox=[1512, 665, 1576, 678]
society-item: — Επέστρεψε μετά της οίκογενείας του εξ Ευρώπης όπου διήλθε τάς θερινάς του διακοπάς ό κ. Γεώργιος Κοντόπουλος. bbox=[469, 194, 674, 244]
market-month: ΝΟΕΜΒΡΙΟΣ bbox=[1349, 895, 1415, 910]
radio-entry: 20.00 Τά χρονικά της ημέρας bbox=[46, 588, 203, 601]
schedule-class: Β' bbox=[687, 777, 698, 790]
mantra-kicker: ΚΑΘΕ ΒΡΑΔΥ ΣΤΗΝ bbox=[1401, 1002, 1524, 1016]
cinema-entry: ΡΙΟ — Τηλ. 29026 bbox=[256, 227, 354, 240]
novel-paragraph: — Καλό ταξίδι, Κάρλ. Κι εγώ θα σου γράφω συχνά. Ό Κάρλ ανέβηκε στο αεροπλάνο και χάθηκε στον ουρανό. bbox=[256, 1197, 458, 1247]
schedule-class: Γ' bbox=[687, 879, 698, 892]
schedule-time: » 4.30 bbox=[853, 879, 887, 892]
society-item: — Ό Κος GUIDO G. CAPRARA και ή Δίς ΘΑΛΕΙΑ Π. ΠΑΝΑ Έπισημοποίησαν, έν Αλεξανδρεία τή 25|9|960 bbox=[469, 263, 674, 313]
radio-entry: 20.29 Τεχνικά μαθήματα διά τού ραδιοφώνου bbox=[46, 602, 222, 627]
schedule-table bbox=[898, 762, 1104, 863]
novel-paragraph: Ένιωσε όλο τό δραματικό πάθος της ζωής της να την πνίγει. Τα μάτια της γέμισαν δάκρυα. Δεν ήξερε τι να πει. bbox=[46, 1082, 248, 1132]
schedule-row bbox=[898, 819, 1104, 833]
schedule-row bbox=[898, 762, 1104, 776]
memorial-intro: Αύριον Κυριακήν 2 Όκτωβρίου και ώραν 11ην π.μ. τελούμεν εις τον Ιερόν Ναόν του Ευαγγελισμού μνημόσυνον του αειμνήστου bbox=[469, 867, 674, 917]
bank-line: Τράπεζα Συνεταίρων Προσωπικού Λ.Α. 620 bbox=[1349, 640, 1558, 665]
schedule-row bbox=[898, 848, 1104, 862]
entertainment-column bbox=[46, 86, 458, 2196]
cinema-entry: ΠΛΑΖΑ — Τηλ. 20822 bbox=[46, 318, 163, 331]
jewelry-text: Πλουσία συλλογή Ελβετικών και Γερμανικών ωρολογίων εις τιμάς συναγωνιστικάς. Έξχιτα χρόνια πείρας. Ειδικευμένοι εις την επιδιόρθωσιν ωρολογίων με πολύπλοκον μηχανισμόν bbox=[1142, 1223, 1548, 1261]
market-rate-row bbox=[1349, 924, 1576, 938]
community-paragraph: Ιον ΕΓΚΡΙΣΙΣ ΠΡΑΚΤΙΚΩΝ: Αί Έπιτροπή Αγνωμοσύνης εξήγησεν την απόφασιν διά την πρόσληψιν ιατρού. Αι Πρακτικά των προηγουμένων συνεδριάσεων εγκρίθησαν άνευ συζητήσεως. bbox=[1114, 557, 1341, 632]
novel-paragraph: — Τί θα κάνεις τώρα; Τί θα κάνεις μόνη σου; Ήταν ερωτήσεις που δεν μπορούσε να απαντήσει. bbox=[256, 1118, 458, 1155]
schedule-row bbox=[898, 776, 1104, 790]
radio-entry: 19.00 Νέα εις την γερμανικήν και σχόλια bbox=[46, 485, 228, 510]
community-report bbox=[1114, 444, 1576, 1102]
community-paragraph: Κλινικαί: Ανακοινώθη ότι αί εργασίαι επισκευής των κλινικών προχωρούν κανονικώς. Ή Επιτροπή ευχαριστεί τους δωρητάς. bbox=[1114, 916, 1341, 966]
market-rates bbox=[1349, 896, 1576, 981]
community-paragraph: Έσοδα Δεκέμβριος: Άπεφασίσθη όπως τα έσοδα του έτους 1960 διατεθούν διά τας ανάγκας των σχολείων. Ή Επιτροπή εξέφρασε την ικανοποίησιν της. bbox=[1349, 511, 1576, 561]
schedule-row bbox=[684, 819, 890, 833]
